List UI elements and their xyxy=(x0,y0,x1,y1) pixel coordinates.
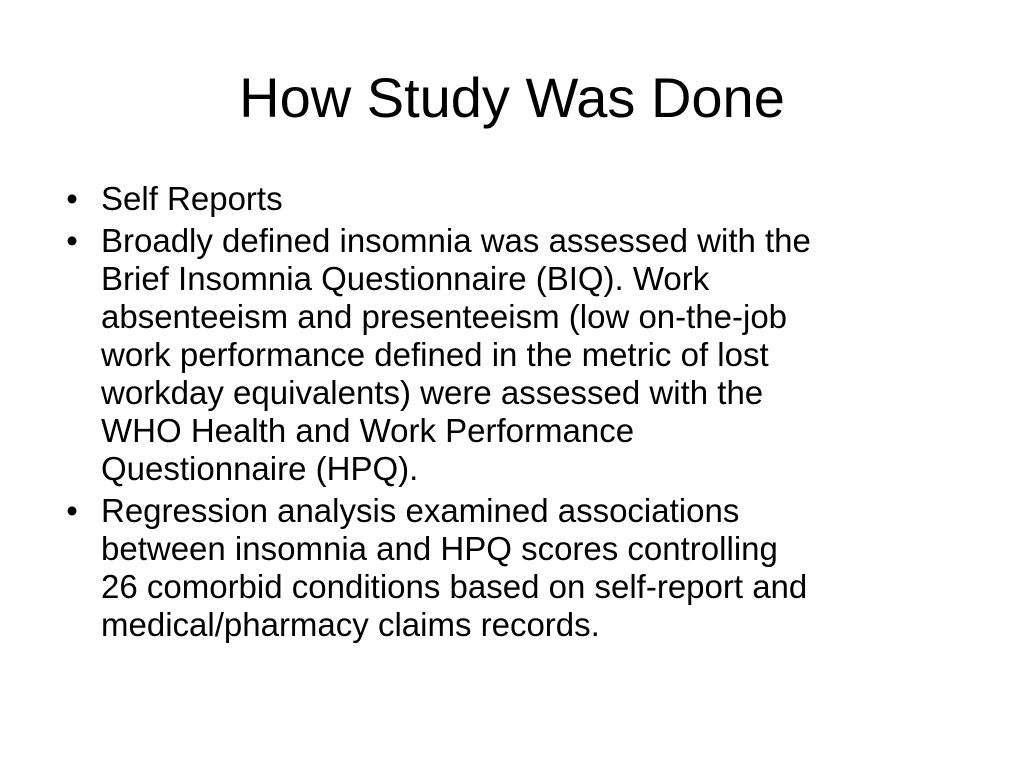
bullet-text-line: Self Reports xyxy=(101,180,283,217)
bullet-item-insomnia-assessment xyxy=(57,222,977,488)
bullet-dot-icon: • xyxy=(66,222,78,259)
bullet-text-line: between insomnia and HPQ scores controlling xyxy=(101,530,778,567)
bullet-text-line: medical/pharmacy claims records. xyxy=(101,606,600,643)
bullet-item-regression-analysis xyxy=(57,492,977,644)
bullet-text-line: WHO Health and Work Performance xyxy=(101,412,635,449)
bullet-text-line: 26 comorbid conditions based on self-report and xyxy=(101,568,808,605)
bullet-dot-icon: • xyxy=(66,180,78,217)
bullet-text-line: Brief Insomnia Questionnaire (BIQ). Work xyxy=(101,260,710,297)
bullet-dot-icon: • xyxy=(66,492,78,529)
bullet-text-line: Regression analysis examined associations xyxy=(101,492,740,529)
bullet-text-line: Broadly defined insomnia was assessed with the xyxy=(101,222,811,259)
bullet-text-line: work performance defined in the metric of lost xyxy=(101,336,769,373)
bullet-list xyxy=(57,180,977,648)
bullet-item-self-reports xyxy=(57,180,977,218)
bullet-text-line: workday equivalents) were assessed with the xyxy=(101,374,764,411)
bullet-text-line: absenteeism and presenteeism (low on-the-job xyxy=(101,298,788,335)
slide-title: How Study Was Done xyxy=(239,66,785,129)
bullet-text-line: Questionnaire (HPQ). xyxy=(101,450,419,487)
